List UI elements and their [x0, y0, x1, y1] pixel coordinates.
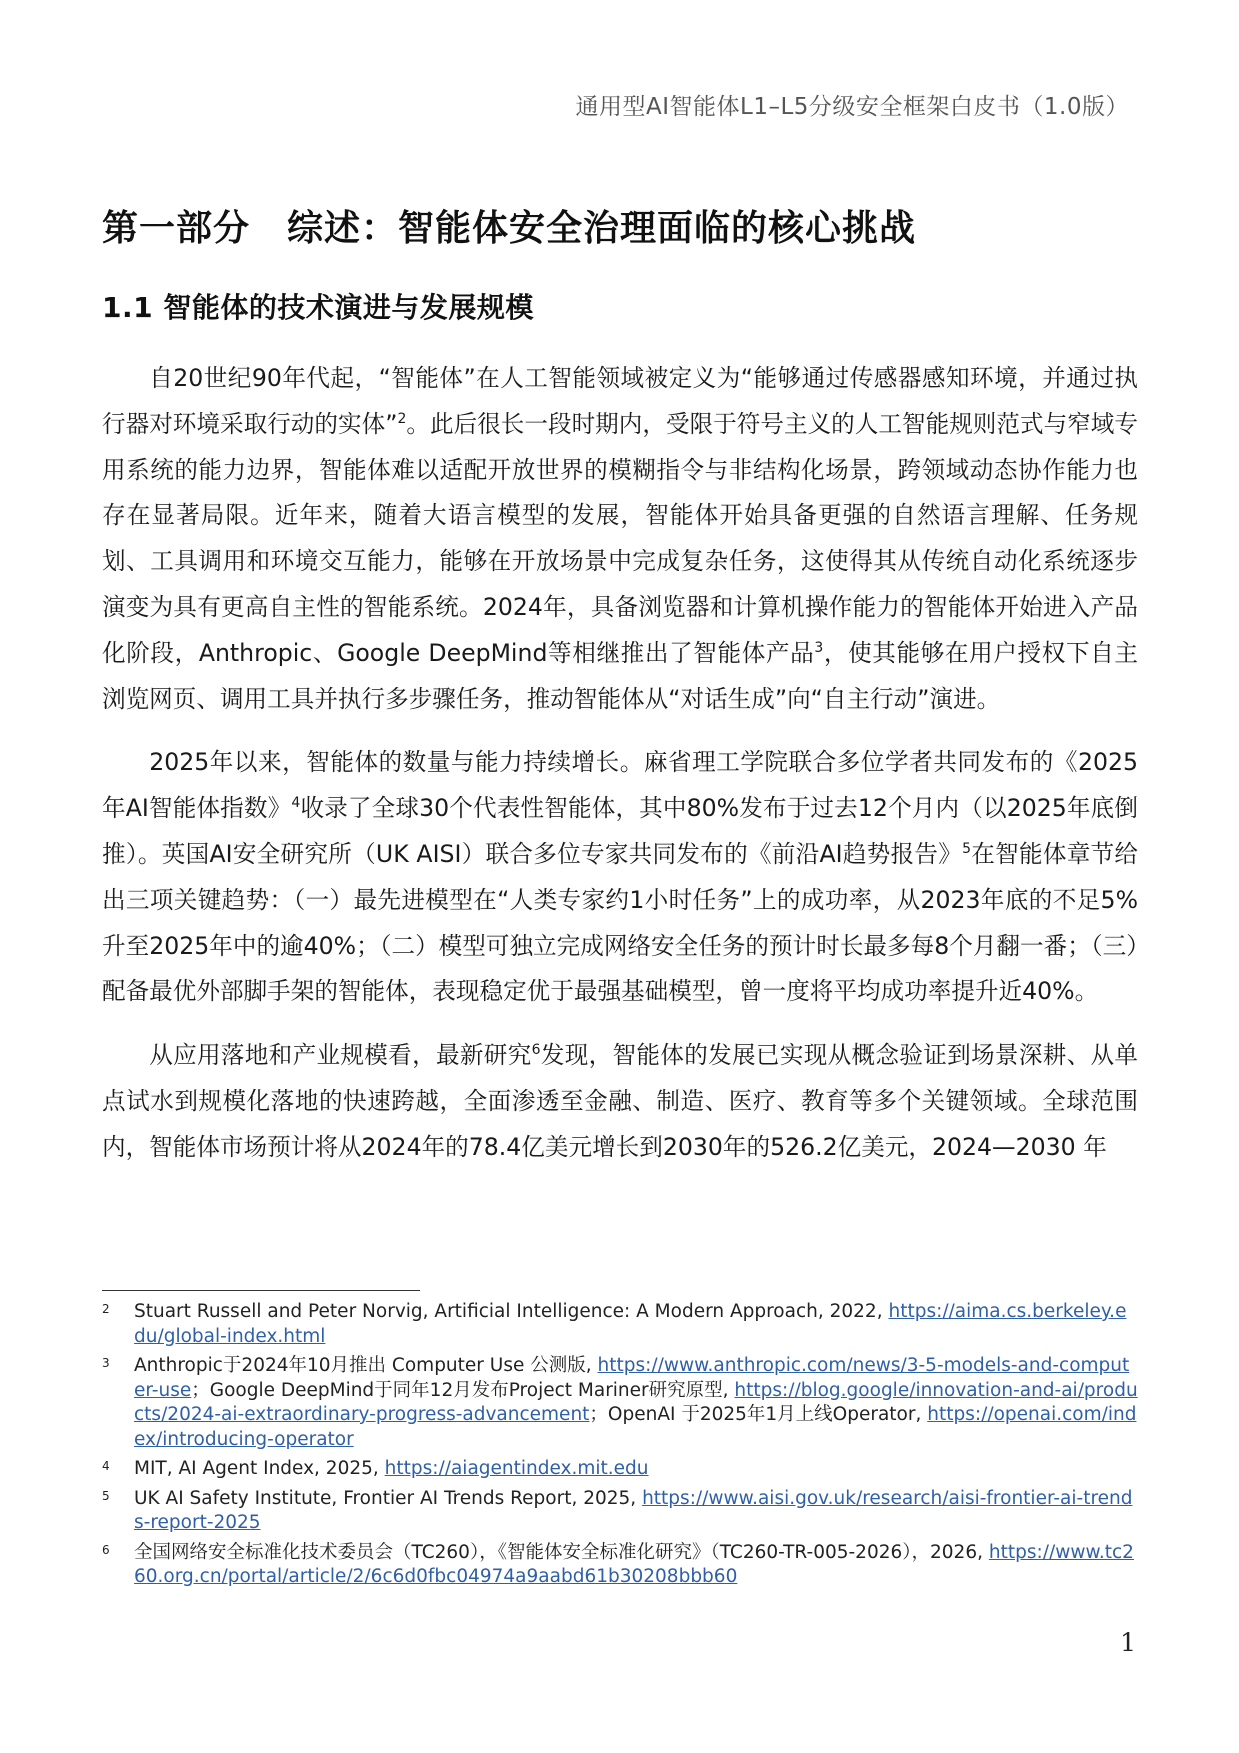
footnote-text: Anthropic于2024年10月推出 Computer Use 公测版,: [134, 1355, 598, 1376]
paragraph-text: 2025年以来，智能体的数量与能力持续增长。麻省理工学院联合多位学者共同发布的《2025年AI智能体指数》: [102, 748, 1138, 823]
footnote-link[interactable]: https://openai.com/index/introducing-operator: [134, 1404, 1137, 1450]
paragraph-text: 发现，智能体的发展已实现从概念验证到场景深耕、从单点试水到规模化落地的快速跨越，全面渗透至金融、制造、医疗、教育等多个关键领域。全球范围内，智能体市场预计将从2024年的78.4亿美元增长到2030年的526.2亿美元，2024—2030 年: [102, 1041, 1139, 1161]
paragraph-text: 自20世纪90年代起，“智能体”在人工智能领域被定义为“能够通过传感器感知环境，并通过执行器对环境采取行动的实体”: [102, 364, 1138, 438]
footnote-2: [102, 1300, 1138, 1349]
footnote-ref-2[interactable]: 2: [397, 410, 407, 427]
footnote-link[interactable]: https://aima.cs.berkeley.edu/global-index.html: [134, 1301, 1127, 1347]
footnote-text: ；Google DeepMind于同年12月发布Project Mariner研究原型,: [191, 1379, 735, 1401]
footnote-text: MIT, AI Agent Index, 2025,: [134, 1458, 385, 1479]
footnote-separator: [102, 1290, 420, 1291]
footnote-ref-3[interactable]: 3: [814, 639, 824, 656]
paragraph-1: [102, 356, 1138, 722]
footnote-4: [102, 1457, 1138, 1482]
body-text: [102, 356, 1138, 1189]
footnote-ref-5[interactable]: 5: [962, 841, 972, 858]
footnote-6: [102, 1541, 1138, 1590]
footnote-ref-4[interactable]: 4: [291, 795, 301, 812]
footnote-number: 6: [102, 1542, 110, 1557]
paragraph-text: 。此后很长一段时期内，受限于符号主义的人工智能规则范式与窄域专用系统的能力边界，智能体难以适配开放世界的模糊指令与非结构化场景，跨领域动态协作能力也存在显著局限。近年来，随着大语言模型的发展，智能体开始具备更强的自然语言理解、任务规划、工具调用和环境交互能力，能够在开放场景中完成复杂任务，这使得其从传统自动化系统逐步演变为具有更高自主性的智能系统。2024年，具备浏览器和计算机操作能力的智能体开始进入产品化阶段，Anthropic、Google DeepMind等相继推出了智能体产品: [102, 409, 1138, 667]
footnote-link[interactable]: https://www.anthropic.com/news/3-5-models-and-computer-use: [134, 1355, 1130, 1401]
page-number: 1: [1120, 1628, 1136, 1657]
footnote-ref-6[interactable]: 6: [531, 1042, 541, 1059]
footnote-number: 2: [102, 1302, 110, 1316]
paragraph-text: 在智能体章节给出三项关键趋势：（一）最先进模型在“人类专家约1小时任务”上的成功率，从2023年底的不足5%升至2025年中的逾40%；（二）模型可独立完成网络安全任务的预计时长最多每8个月翻一番；（三）配备最优外部脚手架的智能体，表现稳定优于最强基础模型，曾一度将平均成功率提升近40%。: [102, 839, 1139, 1006]
section-title: 1.1 智能体的技术演进与发展规模: [102, 291, 534, 324]
footnote-link[interactable]: https://www.tc260.org.cn/portal/article/2/6c6d0fbc04974a9aabd61b30208bbb60: [134, 1541, 1134, 1587]
footnote-5: [102, 1487, 1138, 1536]
footnote-link[interactable]: https://blog.google/innovation-and-ai/products/2024-ai-extraordinary-progress-advancement: [134, 1379, 1138, 1425]
footnote-text: ；OpenAI 于2025年1月上线Operator,: [589, 1404, 928, 1425]
running-header: 通用型AI智能体L1–L5分级安全框架白皮书（1.0版）: [575, 94, 1129, 120]
footnote-text: Stuart Russell and Peter Norvig, Artificial Intelligence: A Modern Approach, 2022,: [134, 1301, 889, 1322]
footnote-text: UK AI Safety Institute, Frontier AI Trends Report, 2025,: [134, 1487, 643, 1509]
footnote-3: [102, 1354, 1138, 1452]
footnotes: [102, 1300, 1138, 1595]
footnote-link[interactable]: https://www.aisi.gov.uk/research/aisi-frontier-ai-trends-report-2025: [134, 1487, 1133, 1533]
footnote-text: 全国网络安全标准化技术委员会（TC260），《智能体安全标准化研究》（TC260-TR-005-2026），2026,: [134, 1541, 989, 1563]
paragraph-3: [102, 1033, 1138, 1170]
paragraph-text: 从应用落地和产业规模看，最新研究: [149, 1041, 532, 1070]
footnote-number: 4: [102, 1459, 110, 1473]
part-title: 第一部分 综述：智能体安全治理面临的核心挑战: [102, 208, 917, 249]
paragraph-2: [102, 740, 1138, 1015]
paragraph-text: 收录了全球30个代表性智能体，其中80%发布于过去12个月内（以2025年底倒推）。英国AI安全研究所（UK AISI）联合多位专家共同发布的《前沿AI趋势报告》: [102, 794, 1138, 868]
footnote-number: 3: [102, 1356, 110, 1370]
footnote-link[interactable]: https://aiagentindex.mit.edu: [384, 1458, 649, 1479]
paragraph-text: ，使其能够在用户授权下自主浏览网页、调用工具并执行多步骤任务，推动智能体从“对话生成”向“自主行动”演进。: [102, 638, 1138, 713]
footnote-number: 5: [102, 1488, 110, 1503]
